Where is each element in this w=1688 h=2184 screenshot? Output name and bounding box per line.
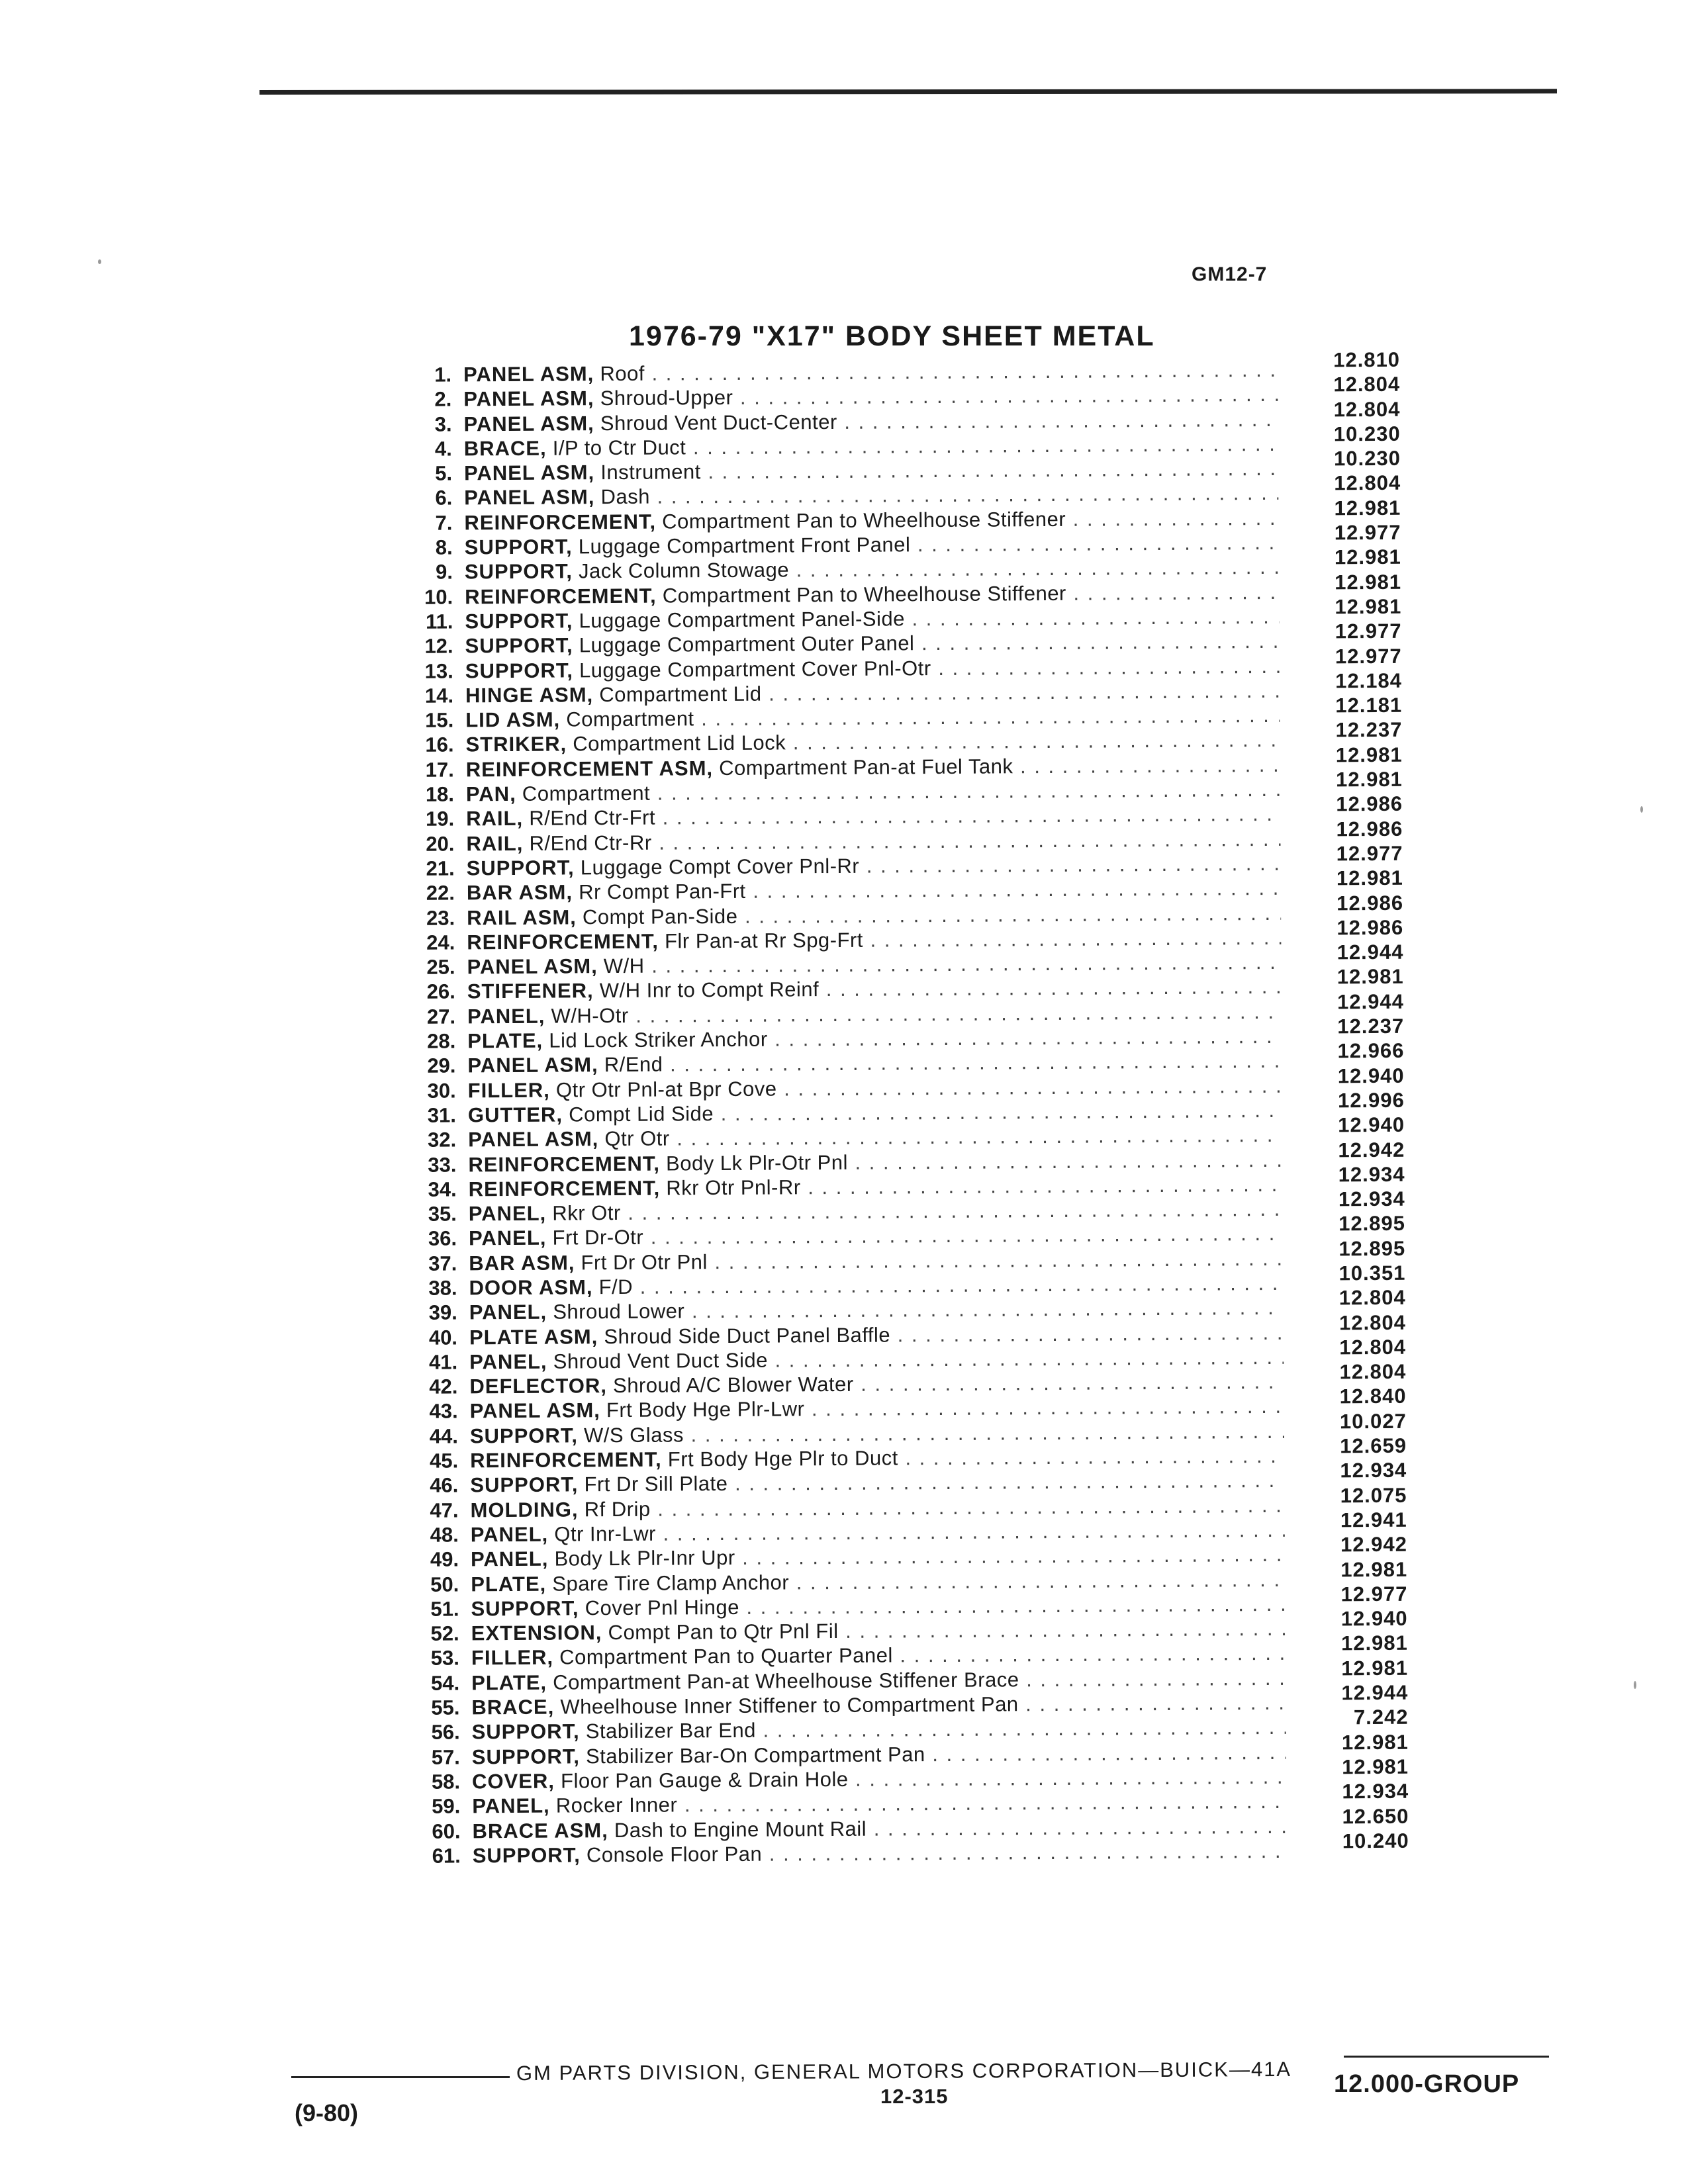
part-detail: Luggage Compartment Cover Pnl-Otr <box>579 656 931 682</box>
part-detail: Console Floor Pan <box>586 1842 763 1867</box>
part-number: 53. <box>430 1646 460 1670</box>
part-detail: Compartment Pan to Quarter Panel <box>559 1643 893 1669</box>
part-number: 24. <box>426 931 455 954</box>
part-number: 41. <box>429 1350 458 1374</box>
part-detail: Luggage Compartment Front Panel <box>578 533 911 559</box>
part-name: MOLDING, <box>470 1498 579 1522</box>
part-number: 19. <box>425 807 455 831</box>
part-number: 57. <box>431 1745 460 1769</box>
part-name: SUPPORT, <box>464 559 573 584</box>
part-name: PANEL, <box>469 1349 547 1374</box>
part-number: 51. <box>430 1597 459 1621</box>
part-name: SUPPORT, <box>465 633 573 658</box>
part-name: SUPPORT, <box>464 535 573 559</box>
part-number: 20. <box>426 832 455 856</box>
part-detail: Shroud-Upper <box>600 386 733 410</box>
part-group-number: 12.986 <box>1336 817 1403 841</box>
part-group-number: 12.981 <box>1342 1754 1409 1779</box>
part-detail: Frt Dr Sill Plate <box>584 1472 728 1496</box>
part-detail: Flr Pan-at Rr Spg-Frt <box>664 928 864 953</box>
part-detail: Compartment <box>522 781 651 805</box>
part-group-number: 10.027 <box>1339 1409 1407 1433</box>
part-detail: Frt Dr Otr Pnl <box>581 1250 708 1275</box>
part-detail: Shroud Vent Duct Side <box>553 1348 768 1373</box>
page-title: 1976-79 "X17" BODY SHEET METAL <box>629 320 1155 352</box>
part-number: 55. <box>431 1696 460 1719</box>
part-number: 40. <box>428 1326 458 1349</box>
part-name: PANEL, <box>470 1547 549 1571</box>
part-name: PANEL, <box>467 1004 545 1028</box>
part-group-number: 12.966 <box>1337 1039 1405 1063</box>
part-group-number: 12.977 <box>1335 644 1402 668</box>
part-name: SUPPORT, <box>470 1473 579 1497</box>
part-name: PANEL ASM, <box>463 461 595 485</box>
part-number: 33. <box>428 1152 457 1177</box>
part-group-number: 12.810 <box>1333 347 1401 372</box>
part-name: DOOR ASM, <box>469 1275 593 1300</box>
part-name: SUPPORT, <box>465 609 573 633</box>
part-name: GUTTER, <box>467 1103 563 1127</box>
part-name: SUPPORT, <box>471 1744 581 1768</box>
part-group-number: 7.242 <box>1353 1706 1409 1729</box>
part-name: SUPPORT, <box>466 856 575 880</box>
part-name: SUPPORT, <box>471 1596 579 1621</box>
part-number: 39. <box>428 1300 457 1325</box>
part-number: 32. <box>427 1128 457 1152</box>
part-name: STRIKER, <box>465 732 567 756</box>
part-group-number: 12.981 <box>1336 965 1404 989</box>
part-detail: Jack Column Stowage <box>578 558 790 583</box>
part-name: FILLER, <box>467 1078 550 1102</box>
part-group-number: 12.981 <box>1340 1631 1408 1655</box>
footer-rule-left <box>291 2076 510 2078</box>
footer-page-number: 12-315 <box>880 2085 949 2108</box>
part-number: 6. <box>435 486 453 510</box>
part-name: BAR ASM, <box>466 880 573 905</box>
part-detail: W/H <box>603 954 645 978</box>
part-group-number: 12.986 <box>1336 915 1404 940</box>
part-number: 16. <box>425 733 454 757</box>
part-number: 29. <box>427 1054 456 1078</box>
part-detail: Luggage Compt Cover Pnl-Rr <box>580 854 860 880</box>
footer-rule-right <box>1344 2056 1549 2058</box>
part-detail: Compt Lid Side <box>569 1102 714 1126</box>
part-name: EXTENSION, <box>471 1621 602 1645</box>
part-detail: Cover Pnl Hinge <box>585 1595 739 1620</box>
part-name: RAIL, <box>466 831 524 856</box>
part-name: BRACE ASM, <box>472 1818 608 1843</box>
part-number: 61. <box>432 1844 461 1868</box>
part-name: PLATE, <box>471 1670 547 1695</box>
part-group-number: 12.996 <box>1337 1088 1405 1113</box>
part-name: RAIL, <box>466 807 524 831</box>
footer-date: (9-80) <box>295 2099 359 2126</box>
part-detail: Frt Body Hge Plr-Lwr <box>606 1397 805 1422</box>
part-group-number: 12.977 <box>1340 1582 1408 1606</box>
part-detail: R/End Ctr-Frt <box>529 805 656 831</box>
part-group-number: 12.944 <box>1336 989 1405 1014</box>
part-number: 34. <box>428 1177 457 1201</box>
part-group-number: 12.804 <box>1334 471 1401 495</box>
part-detail: Body Lk Plr-Inr Upr <box>554 1546 735 1570</box>
part-group-number: 12.804 <box>1338 1286 1406 1310</box>
part-group-number: 12.237 <box>1335 718 1403 742</box>
part-group-number: 12.940 <box>1340 1606 1408 1631</box>
part-detail: Compartment Pan to Wheelhouse Stiffener <box>662 581 1066 608</box>
part-group-number: 12.981 <box>1335 767 1403 792</box>
part-number: 60. <box>432 1819 461 1843</box>
part-group-number: 12.840 <box>1339 1385 1407 1408</box>
scan-speck <box>1634 1681 1636 1689</box>
part-detail: Rf Drip <box>584 1497 651 1521</box>
part-name: STIFFENER, <box>467 979 594 1003</box>
part-detail: Rkr Otr Pnl-Rr <box>666 1175 801 1200</box>
part-name: PLATE ASM, <box>469 1324 598 1349</box>
part-number: 12. <box>424 634 453 659</box>
part-group-number: 12.659 <box>1340 1433 1407 1458</box>
part-detail: Dash to Engine Mount Rail <box>614 1817 867 1842</box>
part-name: REINFORCEMENT, <box>470 1447 662 1473</box>
part-number: 2. <box>434 387 452 411</box>
part-number: 27. <box>426 1005 456 1028</box>
part-number: 56. <box>431 1720 460 1745</box>
part-group-number: 12.934 <box>1338 1162 1405 1187</box>
top-rule <box>259 89 1557 95</box>
part-number: 8. <box>435 535 453 559</box>
part-name: PANEL ASM, <box>468 1127 599 1152</box>
part-detail: Frt Dr-Otr <box>552 1226 644 1250</box>
part-number: 21. <box>426 856 455 880</box>
part-number: 52. <box>430 1621 459 1645</box>
part-name: REINFORCEMENT, <box>465 584 657 609</box>
part-group-number: 12.981 <box>1334 496 1401 520</box>
part-name: PANEL ASM, <box>463 411 594 435</box>
part-name: PANEL, <box>472 1794 550 1818</box>
part-detail: F/D <box>598 1275 633 1299</box>
part-group-number: 12.977 <box>1334 520 1401 545</box>
part-group-number: 12.181 <box>1335 693 1403 717</box>
part-group-number: 10.230 <box>1333 422 1401 446</box>
part-detail: Shroud Side Duct Panel Baffle <box>604 1323 891 1348</box>
part-name: PLATE, <box>471 1572 547 1596</box>
part-number: 18. <box>425 782 455 806</box>
part-number: 31. <box>427 1103 457 1127</box>
part-group-number: 10.230 <box>1333 446 1401 471</box>
part-group-number: 10.351 <box>1338 1261 1406 1285</box>
part-number: 48. <box>430 1523 459 1547</box>
part-number: 9. <box>435 560 453 584</box>
part-detail: Qtr Inr-Lwr <box>554 1522 657 1546</box>
part-detail: Compartment Pan to Wheelhouse Stiffener <box>662 507 1066 533</box>
part-name: RAIL ASM, <box>467 905 577 929</box>
page-id: GM12-7 <box>1192 263 1268 285</box>
part-detail: Instrument <box>600 460 701 484</box>
part-name: SUPPORT, <box>471 1719 580 1744</box>
part-detail: Qtr Otr <box>604 1126 670 1151</box>
scan-speck <box>1640 806 1643 813</box>
part-detail: W/H Inr to Compt Reinf <box>599 978 820 1003</box>
part-name: PAN, <box>465 782 516 806</box>
part-detail: Floor Pan Gauge & Drain Hole <box>560 1767 849 1793</box>
part-number: 11. <box>425 610 453 633</box>
part-name: PANEL ASM, <box>469 1398 600 1423</box>
part-name: COVER, <box>471 1769 555 1794</box>
part-detail: Compartment <box>566 707 694 731</box>
part-name: DEFLECTOR, <box>469 1374 608 1398</box>
parts-list <box>397 347 1446 1868</box>
part-group-number: 12.184 <box>1335 668 1403 693</box>
scan-speck <box>98 259 101 264</box>
part-detail: Compartment Pan-at Fuel Tank <box>719 754 1013 780</box>
part-group-number: 12.804 <box>1339 1359 1407 1384</box>
part-detail: R/End Ctr-Rr <box>529 831 652 855</box>
part-number: 17. <box>425 758 454 782</box>
part-group-number: 12.986 <box>1336 792 1403 816</box>
part-group-number: 12.804 <box>1333 397 1401 421</box>
part-detail: Rkr Otr <box>552 1201 621 1225</box>
part-name: PANEL ASM, <box>467 1053 598 1077</box>
part-detail: Wheelhouse Inner Stiffener to Compartment Pan <box>560 1692 1019 1719</box>
part-group-number: 12.934 <box>1340 1459 1407 1482</box>
part-name: REINFORCEMENT, <box>468 1152 661 1176</box>
part-group-number: 12.075 <box>1340 1483 1407 1507</box>
part-number: 59. <box>432 1794 461 1818</box>
part-number: 38. <box>428 1276 457 1300</box>
footer-division: GM PARTS DIVISION, GENERAL MOTORS CORPORATION—BUICK—41A <box>516 2057 1292 2085</box>
part-group-number: 12.940 <box>1337 1064 1405 1087</box>
part-detail: W/H-Otr <box>551 1003 629 1028</box>
part-detail: Rr Compt Pan-Frt <box>579 880 746 904</box>
part-group-number: 12.934 <box>1338 1187 1405 1211</box>
part-detail: Shroud Lower <box>553 1299 685 1324</box>
part-name: BAR ASM, <box>469 1251 575 1275</box>
part-group-number: 12.944 <box>1341 1680 1409 1705</box>
part-number: 13. <box>424 659 453 683</box>
part-number: 50. <box>430 1572 459 1596</box>
part-group-number: 12.981 <box>1340 1557 1408 1581</box>
part-detail: I/P to Ctr Duct <box>552 435 686 460</box>
part-detail: Roof <box>600 361 645 386</box>
part-number: 1. <box>434 363 452 387</box>
part-name: LID ASM, <box>465 707 561 732</box>
part-group-number: 12.981 <box>1335 570 1402 594</box>
part-group-number: 12.650 <box>1342 1804 1409 1828</box>
part-group-number: 12.981 <box>1336 866 1403 890</box>
part-name: FILLER, <box>471 1646 554 1670</box>
part-number: 35. <box>428 1202 457 1226</box>
part-group-number: 12.940 <box>1338 1113 1405 1137</box>
part-group-number: 12.942 <box>1340 1532 1408 1557</box>
part-description <box>473 1839 1287 1868</box>
footer-group: 12.000-GROUP <box>1334 2070 1520 2098</box>
part-number: 28. <box>427 1029 456 1053</box>
part-name: REINFORCEMENT, <box>464 510 657 535</box>
part-number: 49. <box>430 1547 459 1571</box>
part-group-number: 12.804 <box>1338 1310 1406 1334</box>
part-name: PANEL ASM, <box>463 362 594 387</box>
part-name: PANEL ASM, <box>467 954 598 979</box>
part-group-number: 12.981 <box>1335 743 1403 767</box>
part-group-number: 12.941 <box>1340 1508 1407 1532</box>
part-number: 37. <box>428 1251 457 1275</box>
part-group-number: 12.804 <box>1339 1335 1407 1359</box>
part-number: 22. <box>426 881 455 905</box>
part-detail: Dash <box>600 485 651 509</box>
part-name: REINFORCEMENT, <box>468 1176 661 1201</box>
part-number: 30. <box>427 1079 456 1103</box>
part-name: PANEL, <box>468 1226 547 1250</box>
part-number: 44. <box>429 1424 459 1448</box>
part-name: PLATE, <box>467 1028 543 1053</box>
part-detail: Compt Pan-Side <box>582 904 738 929</box>
part-detail: Compt Pan to Qtr Pnl Fil <box>608 1619 839 1645</box>
part-number: 42. <box>429 1375 458 1398</box>
part-detail: R/End <box>604 1052 663 1077</box>
part-detail: Body Lk Plr-Otr Pnl <box>665 1150 849 1175</box>
part-number: 54. <box>430 1671 460 1695</box>
part-name: HINGE ASM, <box>465 683 594 707</box>
part-group-number: 12.977 <box>1335 619 1402 643</box>
part-number: 14. <box>424 684 454 707</box>
part-number: 5. <box>435 461 453 485</box>
part-detail: Spare Tire Clamp Anchor <box>552 1570 790 1596</box>
part-number: 15. <box>425 708 454 732</box>
part-detail: Frt Body Hge Plr to Duct <box>667 1446 898 1471</box>
part-number: 47. <box>430 1498 459 1522</box>
part-number: 25. <box>426 955 455 979</box>
part-number: 43. <box>429 1399 458 1424</box>
part-detail: Rocker Inner <box>555 1793 678 1817</box>
part-detail: Stabilizer Bar End <box>585 1719 757 1743</box>
part-number: 26. <box>426 979 455 1004</box>
part-detail: Compartment Pan-at Wheelhouse Stiffener Brace <box>553 1668 1019 1694</box>
part-number: 46. <box>430 1473 459 1498</box>
part-detail: Compartment Lid <box>599 682 762 707</box>
part-number: 4. <box>434 437 452 461</box>
part-group-number: 12.895 <box>1338 1212 1406 1236</box>
part-name: REINFORCEMENT, <box>467 929 659 954</box>
part-group-number: 12.977 <box>1336 841 1403 866</box>
part-number: 7. <box>435 511 453 535</box>
part-group-number: 12.804 <box>1333 373 1401 396</box>
part-group-number: 12.942 <box>1338 1138 1405 1161</box>
part-name: REINFORCEMENT ASM, <box>465 756 714 782</box>
part-name: PANEL ASM, <box>464 485 595 510</box>
part-name: PANEL, <box>470 1522 549 1547</box>
part-name: BRACE, <box>463 436 547 461</box>
part-detail: Luggage Compartment Outer Panel <box>579 631 915 657</box>
part-number: 36. <box>428 1226 457 1251</box>
part-name: SUPPORT, <box>472 1843 581 1868</box>
part-number: 45. <box>429 1449 459 1473</box>
part-group-number: 12.944 <box>1336 940 1404 964</box>
part-name: PANEL, <box>468 1201 547 1226</box>
part-number: 23. <box>426 906 455 930</box>
part-number: 3. <box>434 412 452 436</box>
part-name: BRACE, <box>471 1695 555 1719</box>
part-number: 58. <box>431 1770 461 1794</box>
part-detail: Luggage Compartment Panel-Side <box>579 607 905 633</box>
part-name: SUPPORT, <box>469 1424 579 1448</box>
part-detail: Lid Lock Striker Anchor <box>549 1027 768 1052</box>
part-group-number: 12.895 <box>1338 1236 1406 1261</box>
part-number: 10. <box>424 585 453 609</box>
part-group-number: 12.986 <box>1336 891 1404 915</box>
part-detail: Shroud A/C Blower Water <box>612 1372 854 1398</box>
part-detail: Compartment Lid Lock <box>573 731 786 756</box>
part-group-number: 12.981 <box>1341 1730 1409 1754</box>
part-group-number: 12.237 <box>1337 1014 1405 1038</box>
part-group-number: 12.981 <box>1335 594 1402 619</box>
part-name: SUPPORT, <box>465 658 573 682</box>
part-name: PANEL, <box>469 1300 547 1324</box>
part-group-number: 12.981 <box>1334 545 1401 569</box>
part-detail: Shroud Vent Duct-Center <box>600 410 837 435</box>
part-group-number: 12.981 <box>1341 1656 1409 1680</box>
part-detail: W/S Glass <box>583 1423 684 1447</box>
part-detail: Qtr Otr Pnl-at Bpr Cove <box>555 1077 777 1102</box>
part-detail: Stabilizer Bar-On Compartment Pan <box>585 1742 925 1768</box>
part-name: PANEL ASM, <box>463 387 594 411</box>
part-group-number: 10.240 <box>1342 1829 1409 1853</box>
part-group-number: 12.934 <box>1342 1779 1409 1803</box>
